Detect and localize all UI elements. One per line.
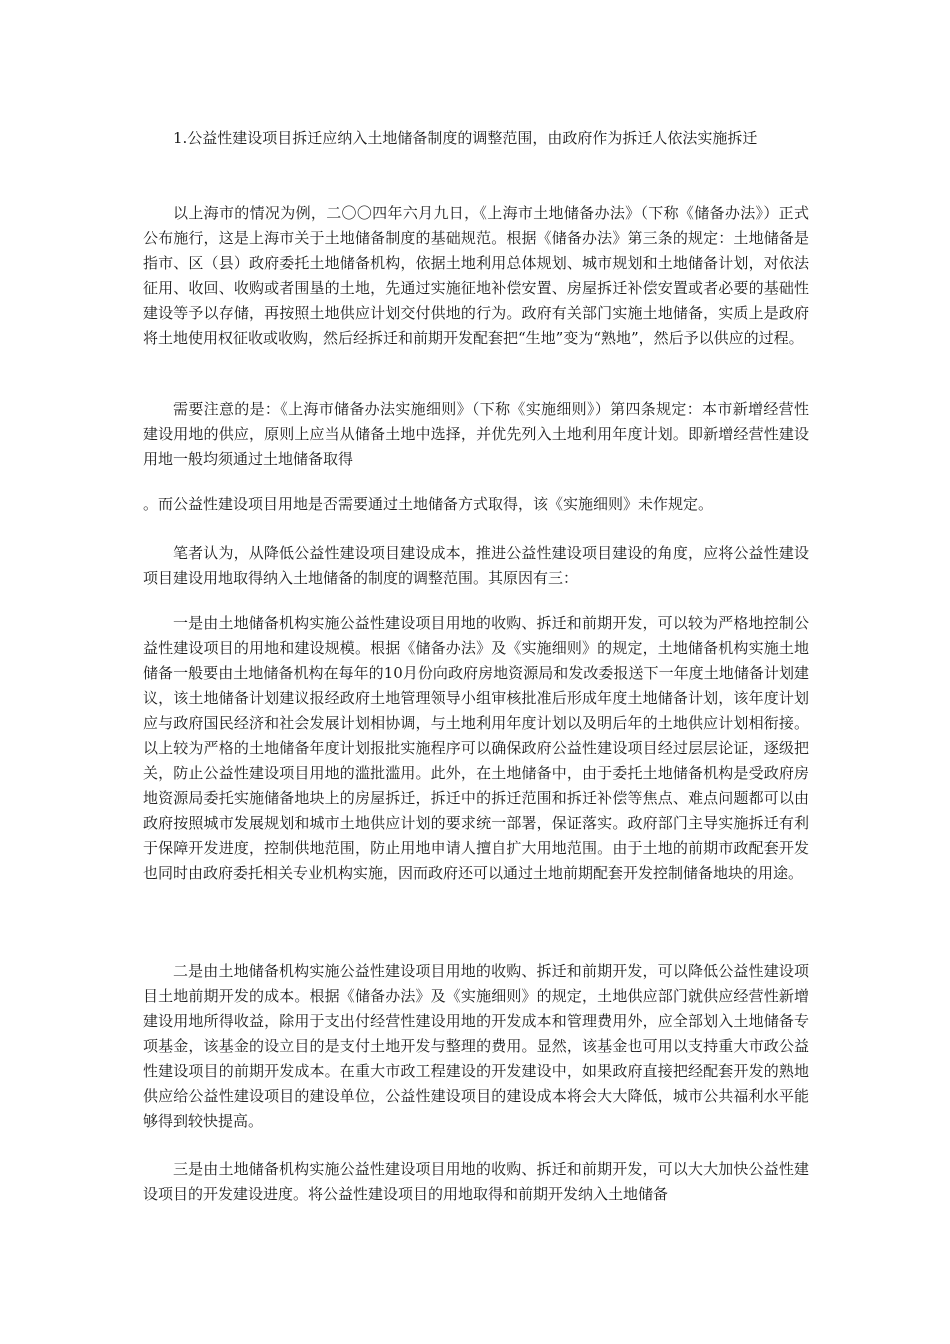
paragraph: 需要注意的是：《上海市储备办法实施细则》（下称《实施细则》）第四条规定：本市新增经营性建设用地的供应，原则上应当从储备土地中选择，并优先列入土地利用年度计划。即新增经营性建设用地一般均须通过土地储备取得 <box>143 400 809 468</box>
paragraph: 。而公益性建设项目用地是否需要通过土地储备方式取得，该《实施细则》未作规定。 <box>143 495 714 513</box>
paragraph: 一是由土地储备机构实施公益性建设项目用地的收购、拆迁和前期开发，可以较为严格地控制公益性建设项目的用地和建设规模。根据《储备办法》及《实施细则》的规定，土地储备机构实施土地储备一般要由土地储备机构在每年的10月份向政府房地资源局和发改委报送下一年度土地储备计划建议，该土地储备计划建议报经政府土地管理领导小组审核批准后形成年度土地储备计划，该年度计划应与政府国民经济和社会发展计划相协调，与土地利用年度计划以及明后年的土地供应计划相衔接。以上较为严格的土地储备年度计划报批实施程序可以确保政府公益性建设项目经过层层论证，逐级把关，防止公益性建设项目用地的滥批滥用。此外，在土地储备中，由于委托土地储备机构是受政府房地资源局委托实施储备地块上的房屋拆迁，拆迁中的拆迁范围和拆迁补偿等焦点、难点问题都可以由政府按照城市发展规划和城市土地供应计划的要求统一部署，保证落实。政府部门主导实施拆迁有利于保障开发进度，控制供地范围，防止用地申请人擅自扩大用地范围。由于土地的前期市政配套开发也同时由政府委托相关专业机构实施，因而政府还可以通过土地前期配套开发控制储备地块的用途。 <box>143 614 809 882</box>
paragraph: 三是由土地储备机构实施公益性建设项目用地的收购、拆迁和前期开发，可以大大加快公益性建设项目的开发建设进度。将公益性建设项目的用地取得和前期开发纳入土地储备 <box>143 1160 809 1203</box>
paragraph: 笔者认为，从降低公益性建设项目建设成本，推进公益性建设项目建设的角度，应将公益性建设项目建设用地取得纳入土地储备的制度的调整范围。其原因有三： <box>143 544 809 587</box>
paragraph: 以上海市的情况为例，二〇〇四年六月九日，《上海市土地储备办法》（下称《储备办法》）正式公布施行，这是上海市关于土地储备制度的基础规范。根据《储备办法》第三条的规定：土地储备是指市、区（县）政府委托土地储备机构，依据土地利用总体规划、城市规划和土地储备计划，对依法征用、收回、收购或者围垦的土地，先通过实施征地补偿安置、房屋拆迁补偿安置或者必要的基础性建设等予以存储，再按照土地供应计划交付供地的行为。政府有关部门实施土地储备，实质上是政府将土地使用权征收或收购，然后经拆迁和前期开发配套把“生地”变为“熟地”，然后予以供应的过程。 <box>143 204 809 347</box>
section-heading: 1.公益性建设项目拆迁应纳入土地储备制度的调整范围，由政府作为拆迁人依法实施拆迁 <box>173 129 758 147</box>
paragraph: 二是由土地储备机构实施公益性建设项目用地的收购、拆迁和前期开发，可以降低公益性建设项目土地前期开发的成本。根据《储备办法》及《实施细则》的规定，土地供应部门就供应经营性新增建设用地所得收益，除用于支出付经营性建设用地的开发成本和管理费用外，应全部划入土地储备专项基金，该基金的设立目的是支付土地开发与整理的费用。显然，该基金也可用以支持重大市政公益性建设项目的前期开发成本。在重大市政工程建设的开发建设中，如果政府直接把经配套开发的熟地供应给公益性建设项目的建设单位，公益性建设项目的建设成本将会大大降低，城市公共福利水平能够得到较快提高。 <box>143 962 809 1130</box>
